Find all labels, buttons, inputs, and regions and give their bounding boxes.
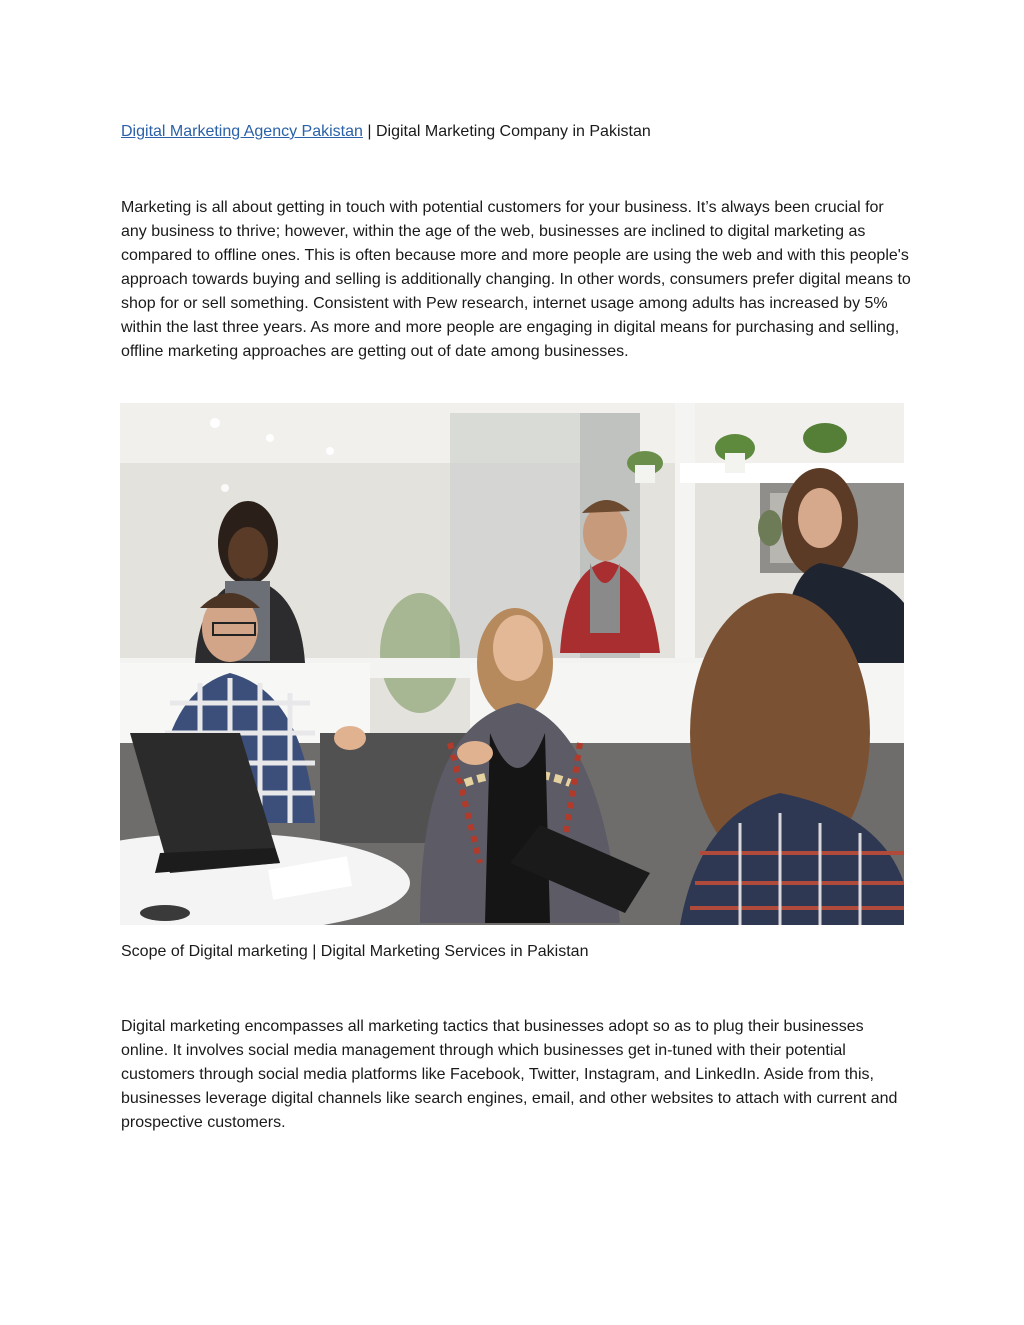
meeting-illustration [120,403,904,925]
image-caption: Scope of Digital marketing | Digital Marketing Services in Pakistan [121,943,589,960]
office-meeting-photo [120,403,904,925]
heading-separator: | [362,123,376,140]
heading-rest: Digital Marketing Company in Pakistan [375,123,651,140]
digital-marketing-paragraph: Digital marketing encompasses all marketing tactics that businesses adopt so as to plug their businesses online. It involves social media management through which businesses get in-tuned with their potential customers through social media platforms like Facebook, Twitter, Instagram, and LinkedIn. Aside from this, businesses leverage digital channels like search engines, email, and other websites to attach with current and prospective customers. [121,1018,898,1131]
document-heading [121,120,911,144]
agency-link[interactable]: Digital Marketing Agency Pakistan [121,123,363,140]
intro-paragraph: Marketing is all about getting in touch with potential customers for your business. It’s always been crucial for any business to thrive; however, within the age of the web, businesses are inclined to digital marketing as compared to offline ones. This is often because more and more people are using the web and with this people's approach towards buying and selling is additionally changing. In other words, consumers prefer digital means to shop for or sell something. Consistent with Pew research, internet usage among adults has increased by 5% within the last three years. As more and more people are engaging in digital means for purchasing and selling, offline marketing approaches are getting out of date among businesses. [121,199,911,360]
